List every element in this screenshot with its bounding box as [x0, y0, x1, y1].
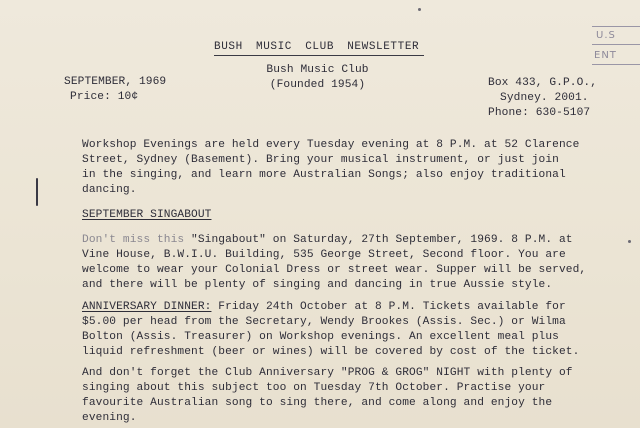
club-name: Bush Music Club	[266, 64, 369, 76]
stamp-text-2: ENT	[594, 50, 617, 61]
newsletter-masthead: BUSH MUSIC CLUB NEWSLETTER	[214, 41, 420, 53]
stamp-text-1: U.S	[596, 30, 616, 41]
margin-mark	[36, 178, 38, 206]
stamp-line	[592, 64, 640, 65]
singabout-paragraph	[82, 233, 602, 293]
prog-grog-paragraph: And don't forget the Club Anniversary "PROG & GROG" NIGHT with plenty of singing about this subject too on Tuesday 7th October. Practise your favourite Australian song to sing there, and come along and enjoy the evening.	[82, 367, 573, 424]
singabout-heading	[82, 208, 211, 223]
singabout-heading-text: SEPTEMBER SINGABOUT	[82, 209, 212, 221]
paper-speck	[628, 240, 631, 243]
address-line-1: Box 433, G.P.O.,	[488, 77, 598, 89]
issue-date: SEPTEMBER, 1969	[64, 76, 167, 88]
masthead-underline	[214, 55, 424, 56]
paper-speck	[418, 8, 421, 11]
phone-number: Phone: 630-5107	[488, 107, 591, 119]
stamp-line	[592, 26, 640, 27]
postal-stamp	[592, 2, 640, 72]
workshop-paragraph: Workshop Evenings are held every Tuesday evening at 8 P.M. at 52 Clarence Street, Sydney (Basement). Bring your musical instrument, or just join in the singing, and learn more Australian Songs; also enjoy traditional dancing.	[82, 139, 580, 196]
singabout-text: "Singabout" on Saturday, 27th September, 1969. 8 P.M. at Vine House, B.W.I.U. Building, 535 George Street, Second floor. You are welcome to wear your Colonial Dress or street wear. Supper will be served, and there will be plenty of singing and dancing in true Aussie style.	[82, 234, 587, 291]
dinner-heading: ANNIVERSARY DINNER:	[82, 301, 212, 313]
founded-year: (Founded 1954)	[269, 79, 366, 91]
singabout-faded-text: Don't miss this	[82, 234, 185, 246]
issue-price: Price: 10¢	[70, 91, 139, 103]
stamp-line	[592, 44, 640, 45]
dinner-text: Friday 24th October at 8 P.M. Tickets available for $5.00 per head from the Secretary, Wendy Brookes (Assis. Sec.) or Wilma Bolton (Assis. Treasurer) on Workshop evenings. An excellent meal plus liquid refreshment (beer or wines) will be covered by cost of the ticket.	[82, 301, 580, 358]
dinner-paragraph	[82, 300, 602, 360]
club-address	[488, 76, 597, 121]
club-info	[250, 63, 385, 93]
issue-info	[64, 75, 166, 105]
address-line-2: Sydney. 2001.	[500, 92, 589, 104]
